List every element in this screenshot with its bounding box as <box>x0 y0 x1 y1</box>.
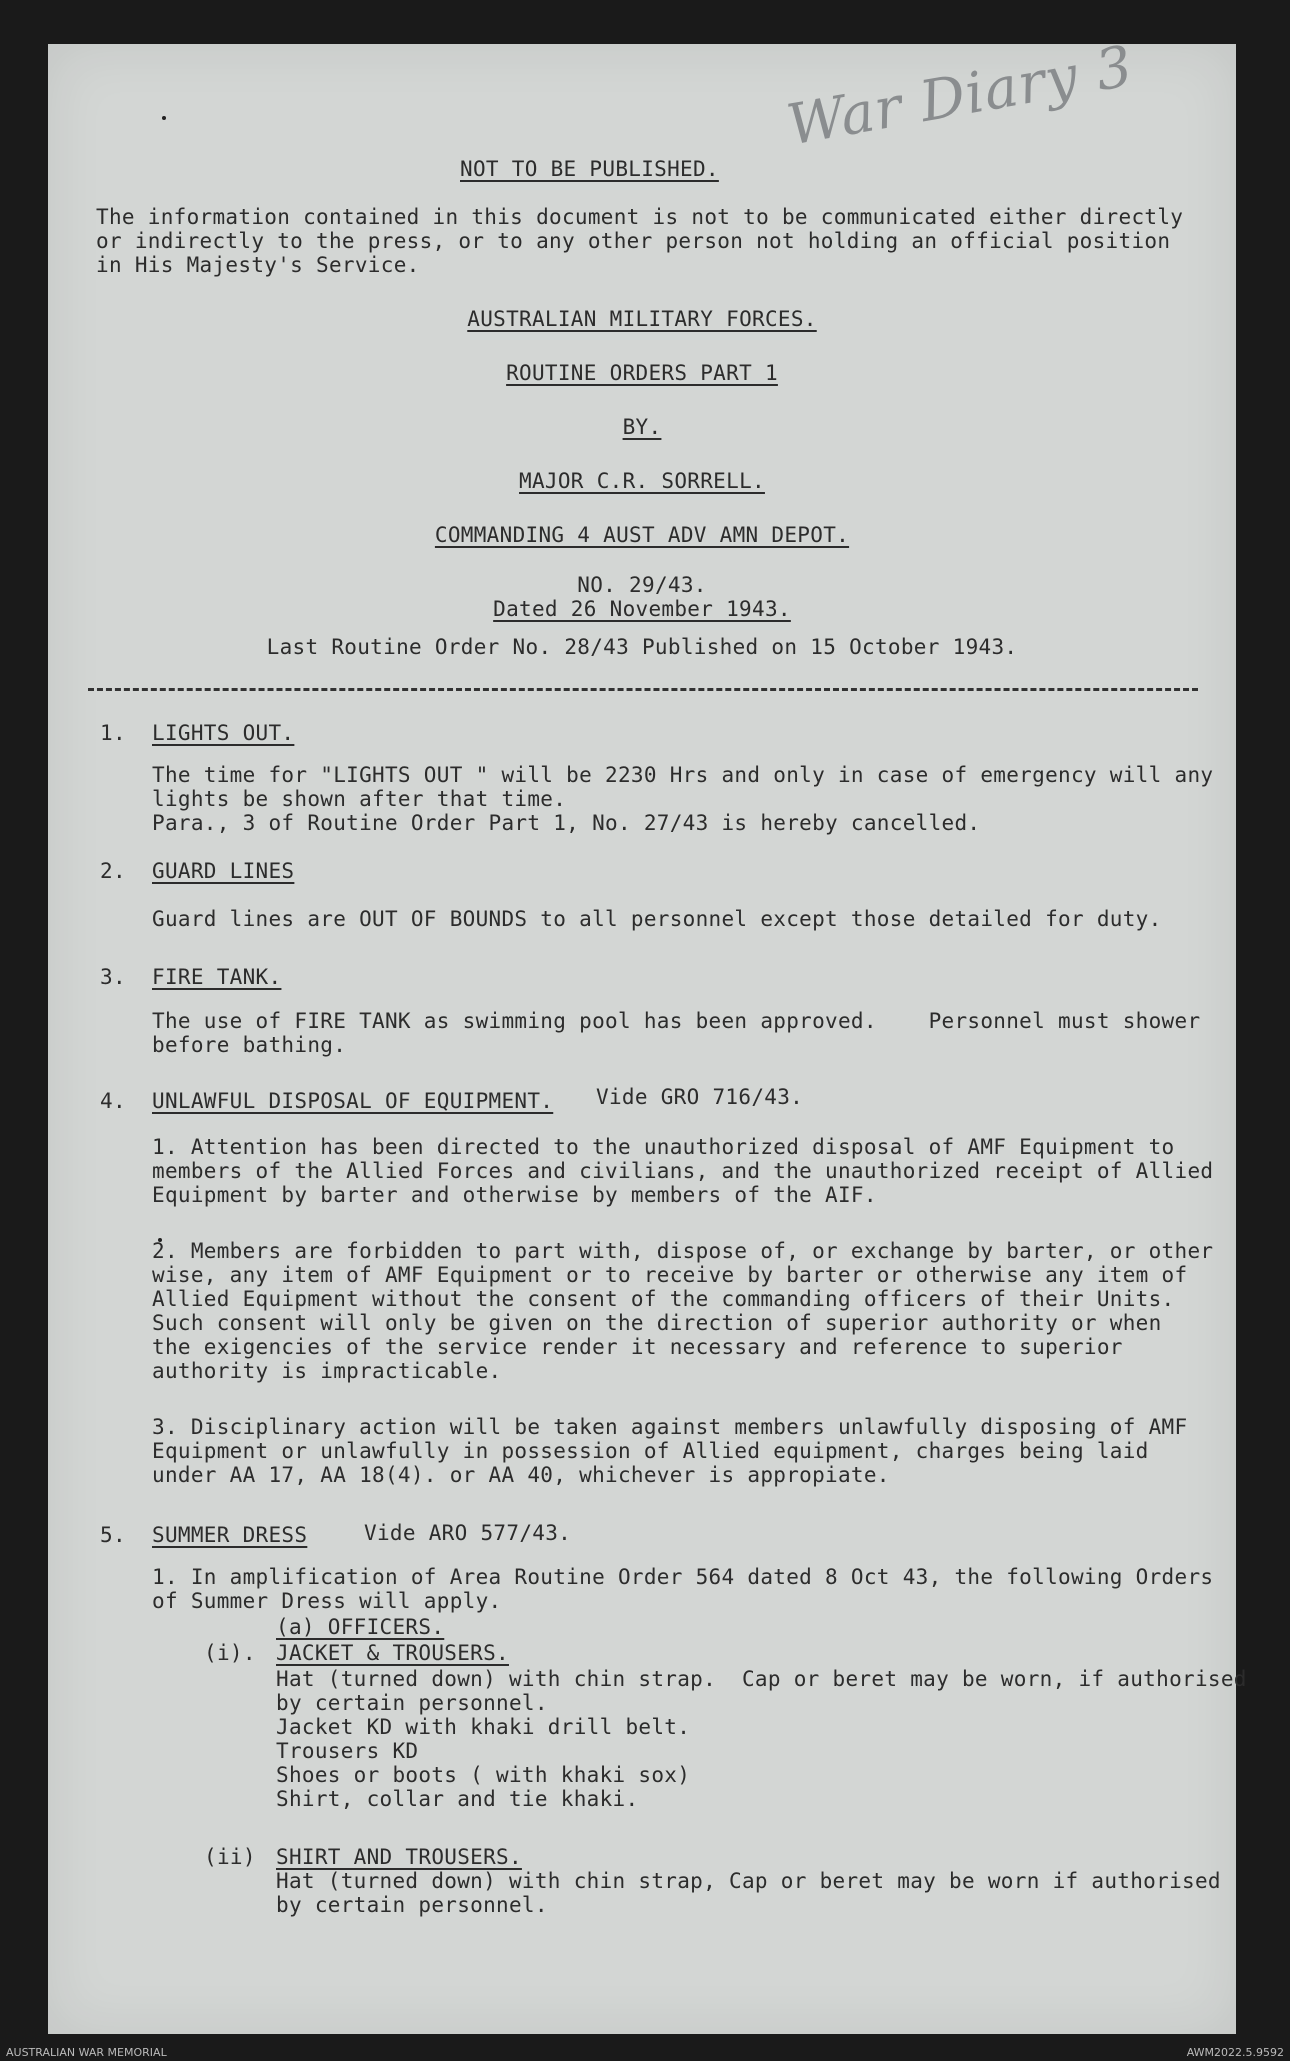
section-reference: Vide GRO 716/43. <box>596 1085 804 1109</box>
section-number: 2. <box>100 859 126 883</box>
section-line: Para., 3 of Routine Order Part 1, No. 27/43 is hereby cancelled. <box>152 811 981 835</box>
section-line: Guard lines are OUT OF BOUNDS to all personnel except those detailed for duty. <box>152 907 1162 931</box>
paragraph-line: Allied Equipment without the consent of the commanding officers of their Units. <box>152 1287 1175 1311</box>
footer-accession-number: AWM2022.5.9592 <box>1186 2046 1284 2059</box>
dress-line: Shoes or boots ( with khaki sox) <box>276 1763 691 1787</box>
dress-line: by certain personnel. <box>276 1691 548 1715</box>
last-order-line: Last Routine Order No. 28/43 Published on 15 October 1943. <box>266 635 1018 659</box>
dress-line: by certain personnel. <box>276 1893 548 1917</box>
section-number: 1. <box>100 721 126 745</box>
divider-rule <box>88 688 1198 691</box>
subsection-title: SHIRT AND TROUSERS. <box>276 1845 522 1869</box>
footer-credit: AUSTRALIAN WAR MEMORIAL <box>6 2046 167 2059</box>
subsection-label: (ii) <box>204 1845 256 1869</box>
by-line: BY. <box>622 415 662 439</box>
subsection-label: (i). <box>204 1641 256 1665</box>
order-number: NO. 29/43. <box>577 573 707 597</box>
handwritten-annotation: War Diary 3 <box>782 33 1139 159</box>
paragraph-line: Equipment or unlawfully in possession of Allied equipment, charges being laid <box>152 1439 1149 1463</box>
paragraph-line: members of the Allied Forces and civilians, and the unauthorized receipt of Allied <box>152 1159 1214 1183</box>
dress-line: Trousers KD <box>276 1739 419 1763</box>
warning-line: in His Majesty's Service. <box>96 253 420 277</box>
warning-line: The information contained in this document is not to be communicated either directly <box>96 205 1184 229</box>
section-number: 5. <box>100 1523 126 1547</box>
paragraph-line: Equipment by barter and otherwise by members of the AIF. <box>152 1183 877 1207</box>
dress-line: Hat (turned down) with chin strap, Cap or beret may be worn if authorised <box>276 1869 1221 1893</box>
paragraph-line: Such consent will only be given on the direction of superior authority or when <box>152 1311 1162 1335</box>
section-line: before bathing. <box>152 1033 347 1057</box>
section-line: The time for "LIGHTS OUT " will be 2230 Hrs and only in case of emergency will any <box>152 763 1214 787</box>
orders-title: ROUTINE ORDERS PART 1 <box>506 361 778 385</box>
section-title-unlawful-disposal: UNLAWFUL DISPOSAL OF EQUIPMENT. <box>152 1089 554 1113</box>
section-title-lights-out: LIGHTS OUT. <box>152 721 295 745</box>
document-page <box>48 33 1247 2034</box>
order-date: Dated 26 November 1943. <box>493 597 791 621</box>
ink-speck <box>162 116 166 120</box>
paragraph-line: under AA 17, AA 18(4). or AA 40, whichever is appropiate. <box>152 1463 890 1487</box>
section-title-guard-lines: GUARD LINES <box>152 859 295 883</box>
section-line: lights be shown after that time. <box>152 787 567 811</box>
paragraph-line: wise, any item of AMF Equipment or to receive by barter or otherwise any item of <box>152 1263 1188 1287</box>
subsection-title: JACKET & TROUSERS. <box>276 1641 509 1665</box>
dress-line: Shirt, collar and tie khaki. <box>276 1787 639 1811</box>
force-title: AUSTRALIAN MILITARY FORCES. <box>467 307 817 331</box>
officer-name: MAJOR C.R. SORRELL. <box>519 469 765 493</box>
command-title: COMMANDING 4 AUST ADV AMN DEPOT. <box>434 523 850 547</box>
paragraph-line: of Summer Dress will apply. <box>152 1589 502 1613</box>
paragraph-line: 3. Disciplinary action will be taken against members unlawfully disposing of AMF <box>152 1415 1188 1439</box>
paragraph-line: authority is impracticable. <box>152 1359 502 1383</box>
paragraph-line: 1. Attention has been directed to the unauthorized disposal of AMF Equipment to <box>152 1135 1175 1159</box>
section-reference: Vide ARO 577/43. <box>364 1521 572 1545</box>
section-title-fire-tank: FIRE TANK. <box>152 965 282 989</box>
warning-line: or indirectly to the press, or to any other person not holding an official position <box>96 229 1171 253</box>
dress-line: Jacket KD with khaki drill belt. <box>276 1715 691 1739</box>
section-title-summer-dress: SUMMER DRESS <box>152 1523 308 1547</box>
section-line: The use of FIRE TANK as swimming pool has been approved. Personnel must shower <box>152 1009 1201 1033</box>
not-to-be-published-heading: NOT TO BE PUBLISHED. <box>460 157 719 181</box>
section-number: 4. <box>100 1089 126 1113</box>
officers-heading: (a) OFFICERS. <box>276 1615 445 1639</box>
paragraph-line: the exigencies of the service render it necessary and reference to superior <box>152 1335 1123 1359</box>
dress-line: Hat (turned down) with chin strap. Cap or beret may be worn, if authorised <box>276 1667 1247 1691</box>
section-number: 3. <box>100 965 126 989</box>
paragraph-line: 2. Members are forbidden to part with, dispose of, or exchange by barter, or other <box>152 1239 1214 1263</box>
paragraph-line: 1. In amplification of Area Routine Order 564 dated 8 Oct 43, the following Orders <box>152 1565 1214 1589</box>
